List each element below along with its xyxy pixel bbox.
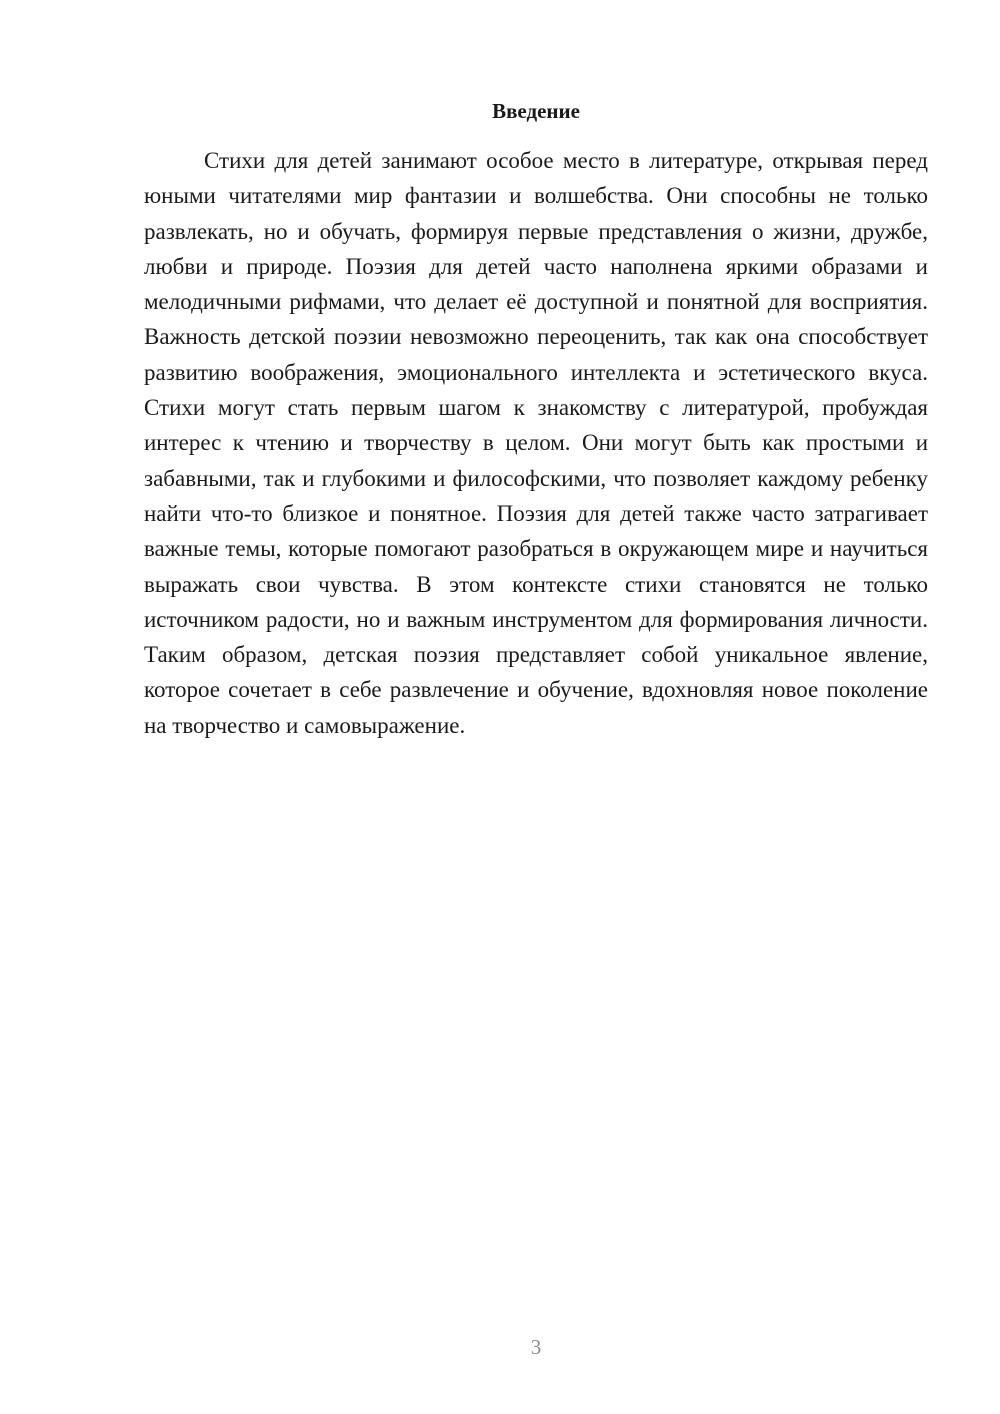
page-number: 3 [530,1335,542,1359]
section-heading: Введение [492,99,580,123]
body-paragraph: Стихи для детей занимают особое место в литературе, открывая перед юными читателями мир фантазии и волшебства. Они способны не только развлекать, но и обучать, формируя первые представления о жизни, дружбе, любви и природе. Поэзия для детей часто наполнена яркими образами и мелодичными рифмами, что делает её доступной и понятной для восприятия. Важность детской поэзии невозможно переоценить, так как она способствует развитию воображения, эмоционального интеллекта и эстетического вкуса. Стихи могут стать первым шагом к знакомству с литературой, пробуждая интерес к чтению и творчеству в целом. Они могут быть как простыми и забавными, так и глубокими и философскими, что позволяет каждому ребенку найти что-то близкое и понятное. Поэзия для детей также часто затрагивает важные темы, которые помогают разобраться в окружающем мире и научиться выражать свои чувства. В этом контексте стихи становятся не только источником радости, но и важным инструментом для формирования личности. Таким образом, детская поэзия представляет собой уникальное явление, которое сочетает в себе развлечение и обучение, вдохновляя новое поколение на творчество и самовыражение. [144,148,928,738]
